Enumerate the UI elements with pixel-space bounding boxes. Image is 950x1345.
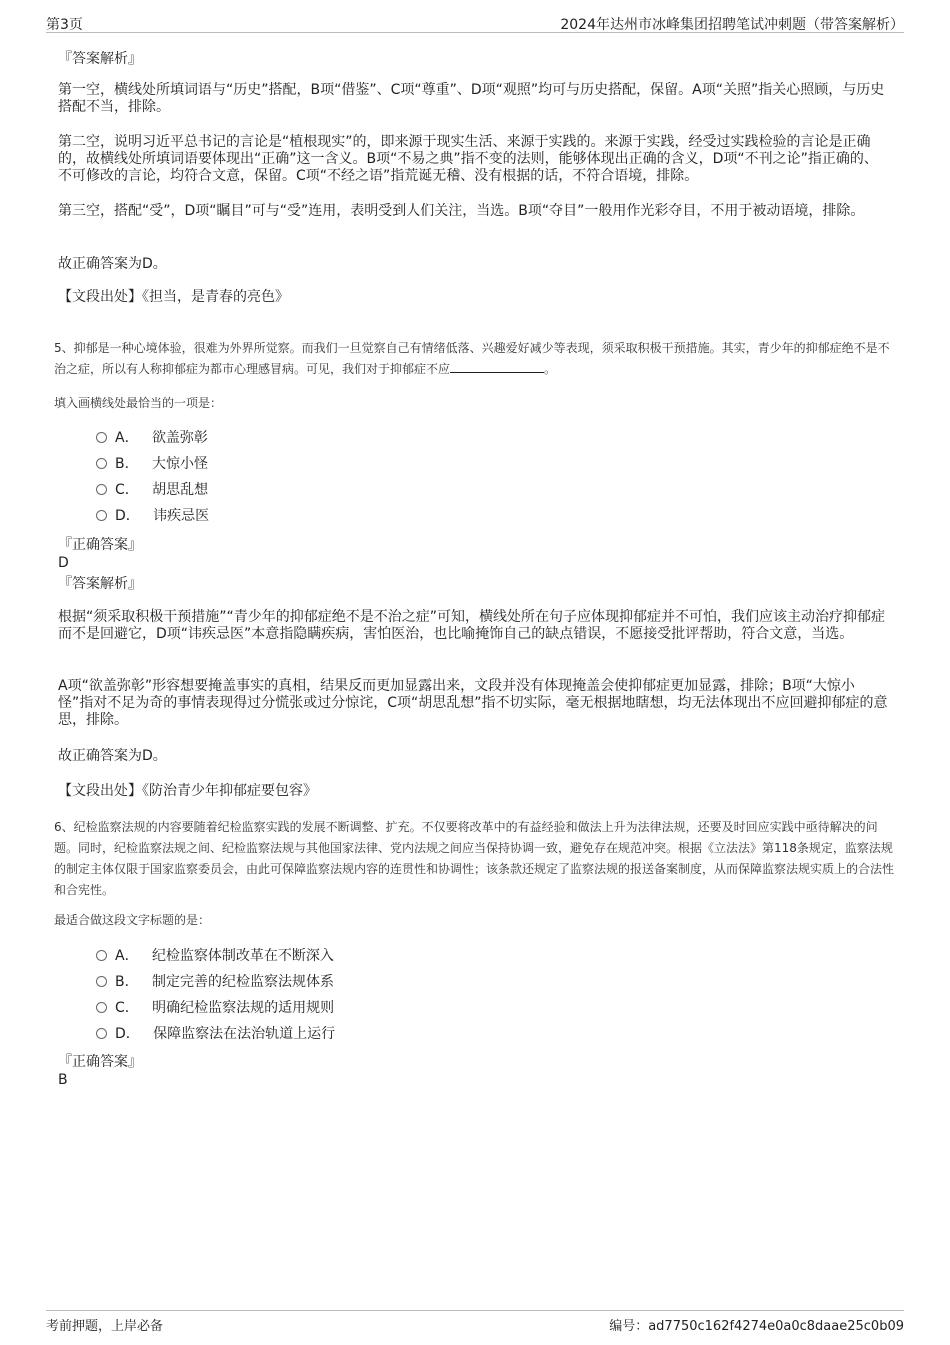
q4-conclusion: 故正确答案为D。 [58,256,167,272]
q5-question-text: 5、抑郁是一种心境体验，很难为外界所觉察。而我们一旦觉察自己有情绪低落、兴趣爱好减少等表现，须采取积极干预措施。其实，青少年的抑郁症绝不是不治之症，所以有人称抑郁症为都市心理感冒病。可见，我们对于抑郁症不应 。 [54,341,890,376]
radio-icon[interactable] [96,1002,107,1013]
q4-analysis-paragraph: 第二空，说明习近平总书记的言论是“植根现实”的，即来源于现实生活、来源于实践的。来源于实践，经受过实践检验的言论是正确的，故横线处所填词语要体现出“正确”这一含义。B项“不易之典”指不变的法则，能够体现出正确的含义，D项“不刊之论”指正确的、不可修改的言论，均符合文意，保留。C项“不经之语”指荒诞无稽、没有根据的话，不符合语境，排除。 [58,134,878,184]
page-number: 第3页 [46,17,83,33]
q5-option-d[interactable]: D． 讳疾忌医 [96,506,209,526]
radio-icon[interactable] [96,484,107,495]
q5-prompt: 填入画横线处最恰当的一项是： [54,396,223,410]
q6-question-text: 6、纪检监察法规的内容要随着纪检监察实践的发展不断调整、扩充。不仅要将改革中的有益经验和做法上升为法律法规，还要及时回应实践中亟待解决的问题。同时，纪检监察法规之间、纪检监察法规与其他国家法律、党内法规之间应当保持协调一致，避免存在规范冲突。根据《立法法》第118条规定，监察法规的制定主体仅限于国家监察委员会，由此可保障监察法规内容的连贯性和协调性；该条款还规定了监察法规的报送备案制度，从而保障监察法规实质上的合法性和合宪性。 [54,820,895,897]
q5-conclusion: 故正确答案为D。 [58,748,167,764]
q6-option-d[interactable]: D． 保障监察法在法治轨道上运行 [96,1024,335,1044]
page-header [46,12,904,33]
q5-source: 【文段出处】《防治青少年抑郁症要包容》 [58,783,317,799]
document-id: 编号：ad7750c162f4274e0a0c8daae25c0b09 [609,1319,904,1334]
q6-correct-label: 『正确答案』 [58,1054,142,1070]
q4-analysis-paragraph: 第三空，搭配“受”，D项“瞩目”可与“受”连用，表明受到人们关注，当选。B项“夺目”一般用作光彩夺目，不用于被动语境，排除。 [58,203,865,219]
q5-analysis-paragraph: 根据“须采取积极干预措施”“青少年的抑郁症绝不是不治之症”可知，横线处所在句子应体现抑郁症并不可怕，我们应该主动治疗抑郁症而不是回避它，D项“讳疾忌医”本意指隐瞒疾病，害怕医治，也比喻掩饰自己的缺点错误，不愿接受批评帮助，符合文意，当选。 [58,609,886,642]
q4-analysis-paragraph: 第一空，横线处所填词语与“历史”搭配，B项“借鉴”、C项“尊重”、D项“观照”均可与历史搭配，保留。A项“关照”指关心照顾，与历史搭配不当，排除。 [58,82,885,115]
q5-option-a[interactable]: A． 欲盖弥彰 [96,428,208,448]
radio-icon[interactable] [96,976,107,987]
radio-icon[interactable] [96,950,107,961]
q5-correct-answer: D [58,555,69,571]
q6-option-b[interactable]: B． 制定完善的纪检监察法规体系 [96,972,334,992]
radio-icon[interactable] [96,458,107,469]
q5-analysis-paragraph: A项“欲盖弥彰”形容想要掩盖事实的真相，结果反而更加显露出来，文段并没有体现掩盖会使抑郁症更加显露，排除；B项“大惊小怪”指对不足为奇的事情表现得过分慌张或过分惊诧，C项“胡思乱想”指不切实际，毫无根据地瞎想，均无法体现出不应回避抑郁症的意思，排除。 [58,678,888,728]
answer-blank [450,360,544,373]
q6-correct-answer: B [58,1072,68,1088]
document-title: 2024年达州市冰峰集团招聘笔试冲刺题（带答案解析） [560,17,904,33]
q5-correct-label: 『正确答案』 [58,537,142,553]
radio-icon[interactable] [96,510,107,521]
page-footer [46,1310,904,1335]
footer-slogan: 考前押题，上岸必备 [46,1319,164,1334]
q6-option-a[interactable]: A． 纪检监察体制改革在不断深入 [96,946,334,966]
q5-option-c[interactable]: C． 胡思乱想 [96,480,208,500]
radio-icon[interactable] [96,1028,107,1039]
q4-source: 【文段出处】《担当，是青春的亮色》 [58,289,289,305]
q6-option-c[interactable]: C． 明确纪检监察法规的适用规则 [96,998,334,1018]
q5-option-b[interactable]: B． 大惊小怪 [96,454,208,474]
q4-analysis-label: 『答案解析』 [58,51,142,67]
radio-icon[interactable] [96,432,107,443]
q6-prompt: 最适合做这段文字标题的是： [54,913,211,927]
q5-analysis-label: 『答案解析』 [58,576,142,592]
